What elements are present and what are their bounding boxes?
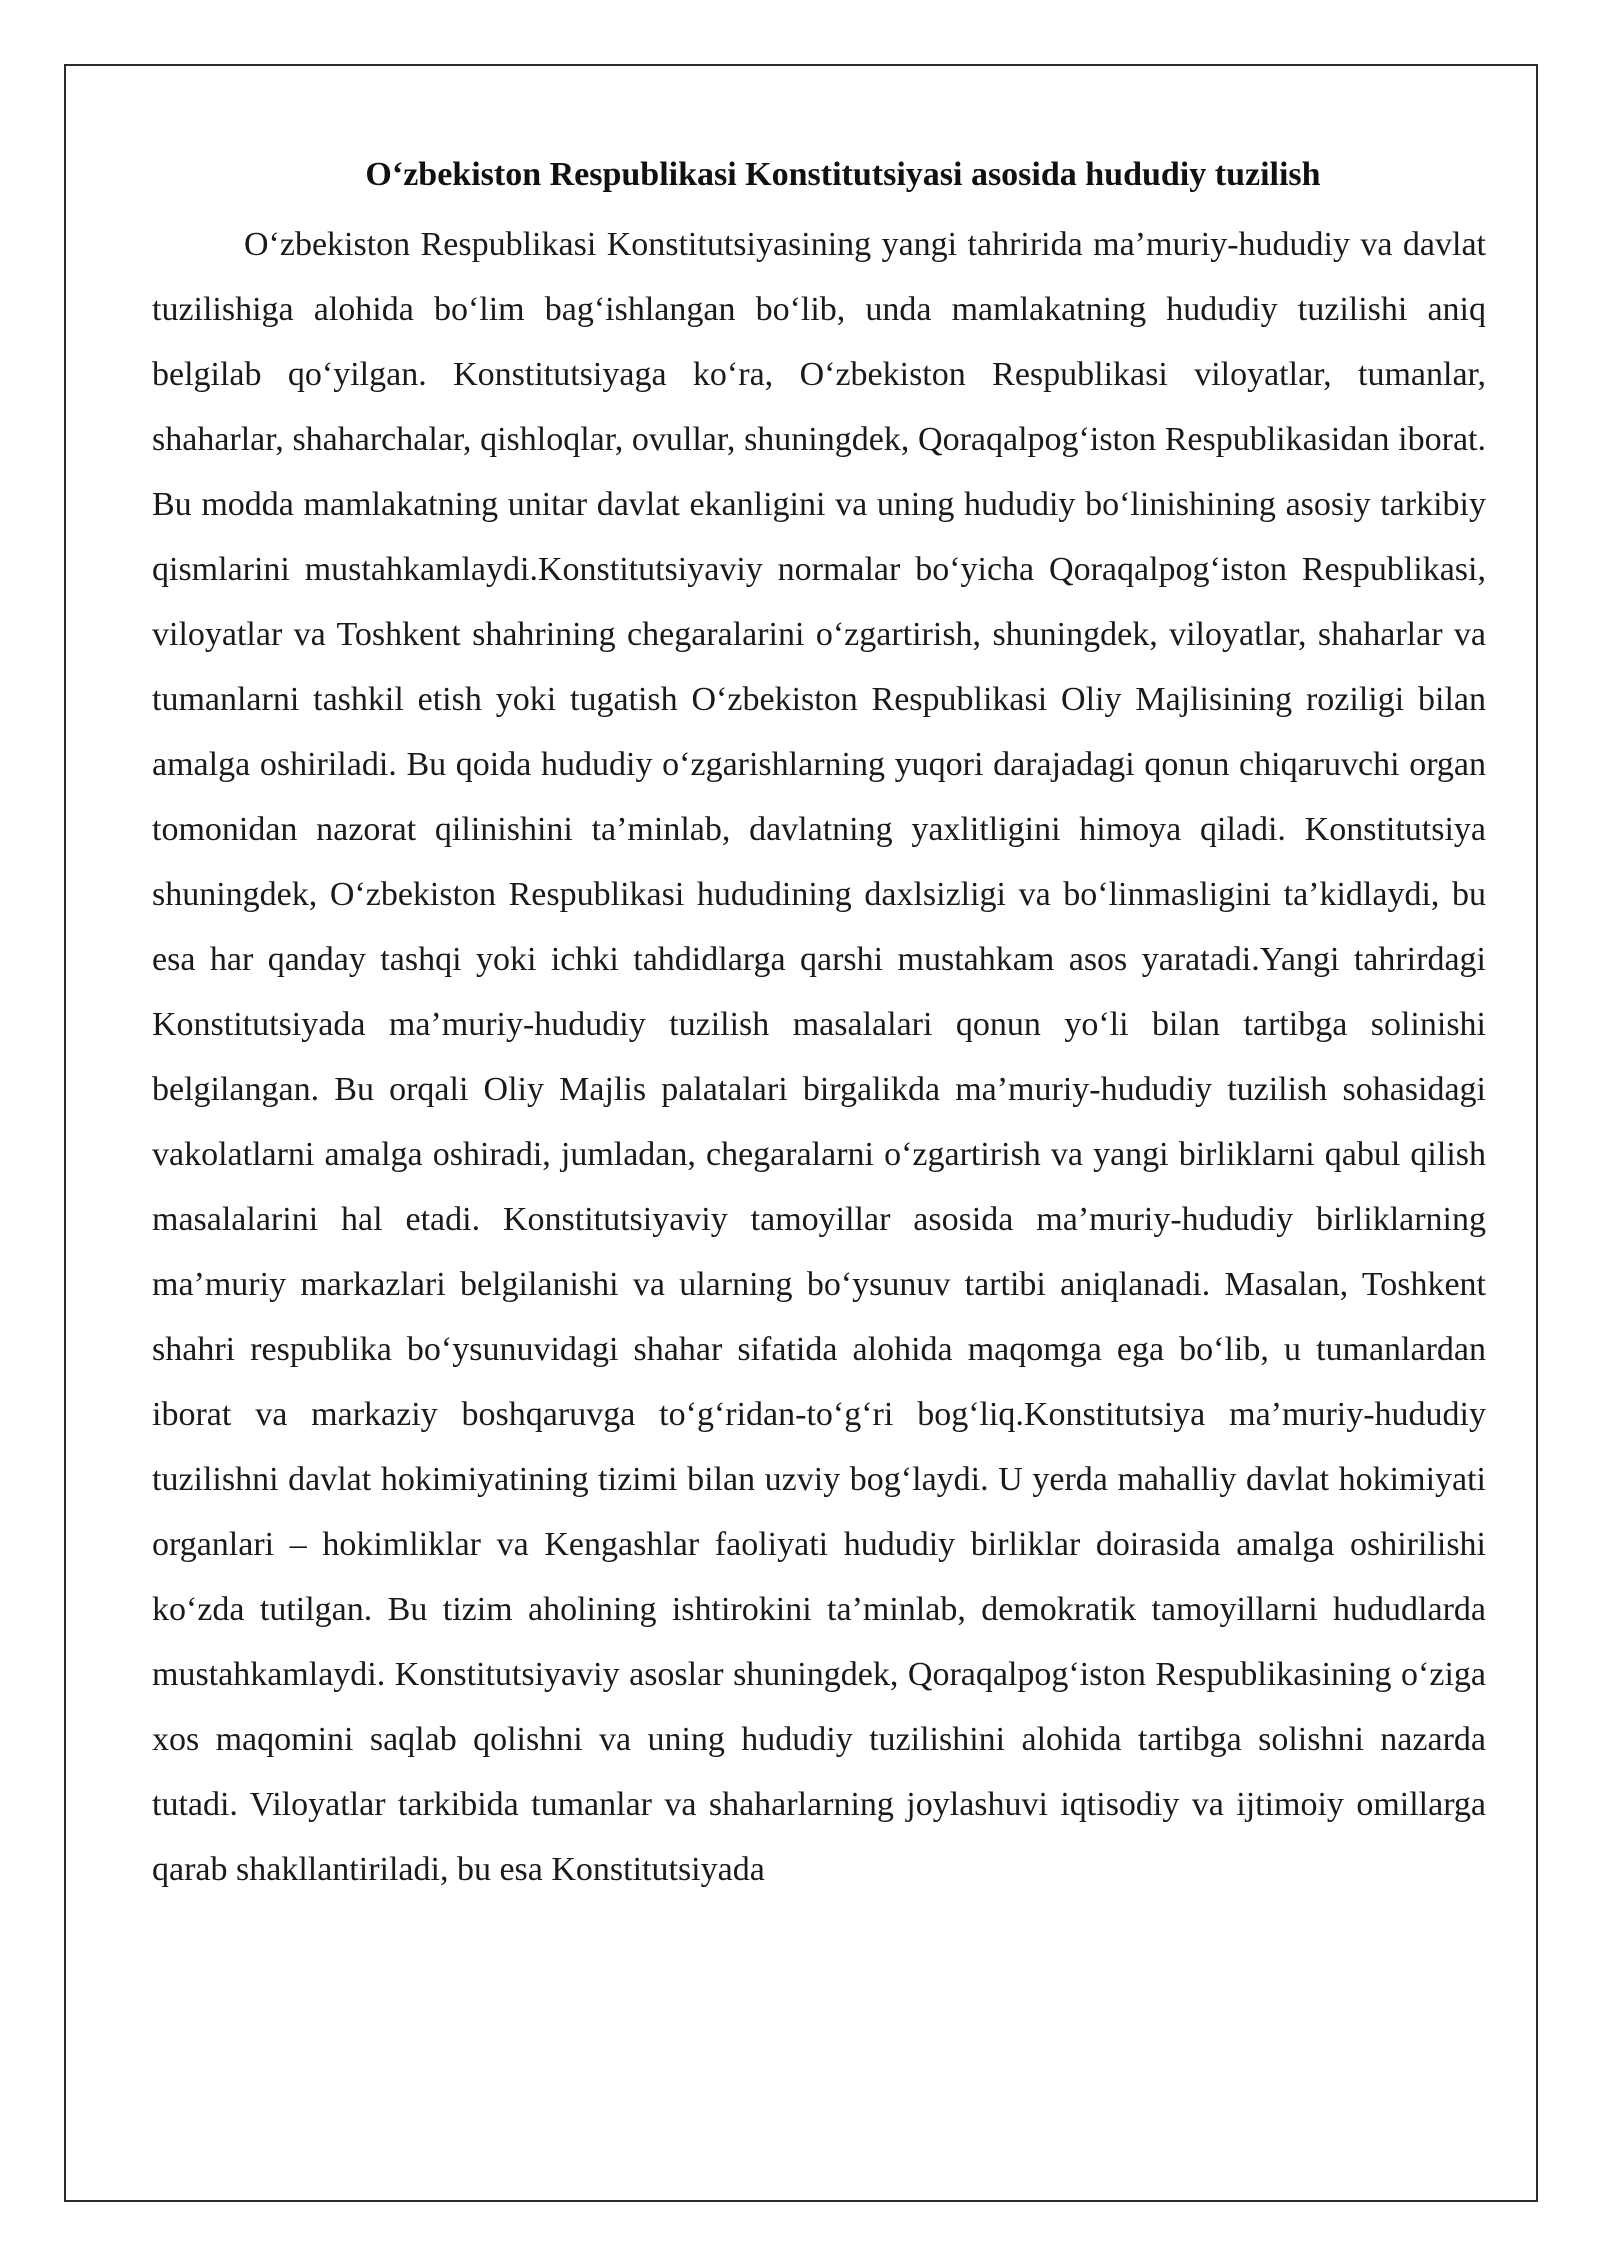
document-content (152, 148, 1486, 1902)
document-title: O‘zbekiston Respublikasi Konstitutsiyasi asosida hududiy tuzilish (365, 156, 1321, 193)
body-paragraph: O‘zbekiston Respublikasi Konstitutsiyasining yangi tahririda ma’muriy-hududiy va davlat tuzilishiga alohida bo‘lim bag‘ishlangan bo‘lib, unda mamlakatning hududiy tuzilishi aniq belgilab qo‘yilgan. Konstitutsiyaga ko‘ra, O‘zbekiston Respublikasi viloyatlar, tumanlar, shaharlar, shaharchalar, qishloqlar, ovullar, shuningdek, Qoraqalpog‘iston Respublikasidan iborat. Bu modda mamlakatning unitar davlat ekanligini va uning hududiy bo‘linishining asosiy tarkibiy qismlarini mustahkamlaydi.Konstitutsiyaviy normalar bo‘yicha Qoraqalpog‘iston Respublikasi, viloyatlar va Toshkent shahrining chegaralarini o‘zgartirish, shuningdek, viloyatlar, shaharlar va tumanlarni tashkil etish yoki tugatish O‘zbekiston Respublikasi Oliy Majlisining roziligi bilan amalga oshiriladi. Bu qoida hududiy o‘zgarishlarning yuqori darajadagi qonun chiqaruvchi organ tomonidan nazorat qilinishini ta’minlab, davlatning yaxlitligini himoya qiladi. Konstitutsiya shuningdek, O‘zbekiston Respublikasi hududining daxlsizligi va bo‘linmasligini ta’kidlaydi, bu esa har qanday tashqi yoki ichki tahdidlarga qarshi mustahkam asos yaratadi.Yangi tahrirdagi Konstitutsiyada ma’muriy-hududiy tuzilish masalalari qonun yo‘li bilan tartibga solinishi belgilangan. Bu orqali Oliy Majlis palatalari birgalikda ma’muriy-hududiy tuzilish sohasidagi vakolatlarni amalga oshiradi, jumladan, chegaralarni o‘zgartirish va yangi birliklarni qabul qilish masalalarini hal etadi. Konstitutsiyaviy tamoyillar asosida ma’muriy-hududiy birliklarning ma’muriy markazlari belgilanishi va ularning bo‘ysunuv tartibi aniqlanadi. Masalan, Toshkent shahri respublika bo‘ysunuvidagi shahar sifatida alohida maqomga ega bo‘lib, u tumanlardan iborat va markaziy boshqaruvga to‘g‘ridan-to‘g‘ri bog‘liq.Konstitutsiya ma’muriy-hududiy tuzilishni davlat hokimiyatining tizimi bilan uzviy bog‘laydi. U yerda mahalliy davlat hokimiyati organlari – hokimliklar va Kengashlar faoliyati hududiy birliklar doirasida amalga oshirilishi ko‘zda tutilgan. Bu tizim aholining ishtirokini ta’minlab, demokratik tamoyillarni hududlarda mustahkamlaydi. Konstitutsiyaviy asoslar shuningdek, Qoraqalpog‘iston Respublikasining o‘ziga xos maqomini saqlab qolishni va uning hududiy tuzilishini alohida tartibga solishni nazarda tutadi. Viloyatlar tarkibida tumanlar va shaharlarning joylashuvi iqtisodiy va ijtimoiy omillarga qarab shakllantiriladi, bu esa Konstitutsiyada (152, 226, 1486, 1888)
